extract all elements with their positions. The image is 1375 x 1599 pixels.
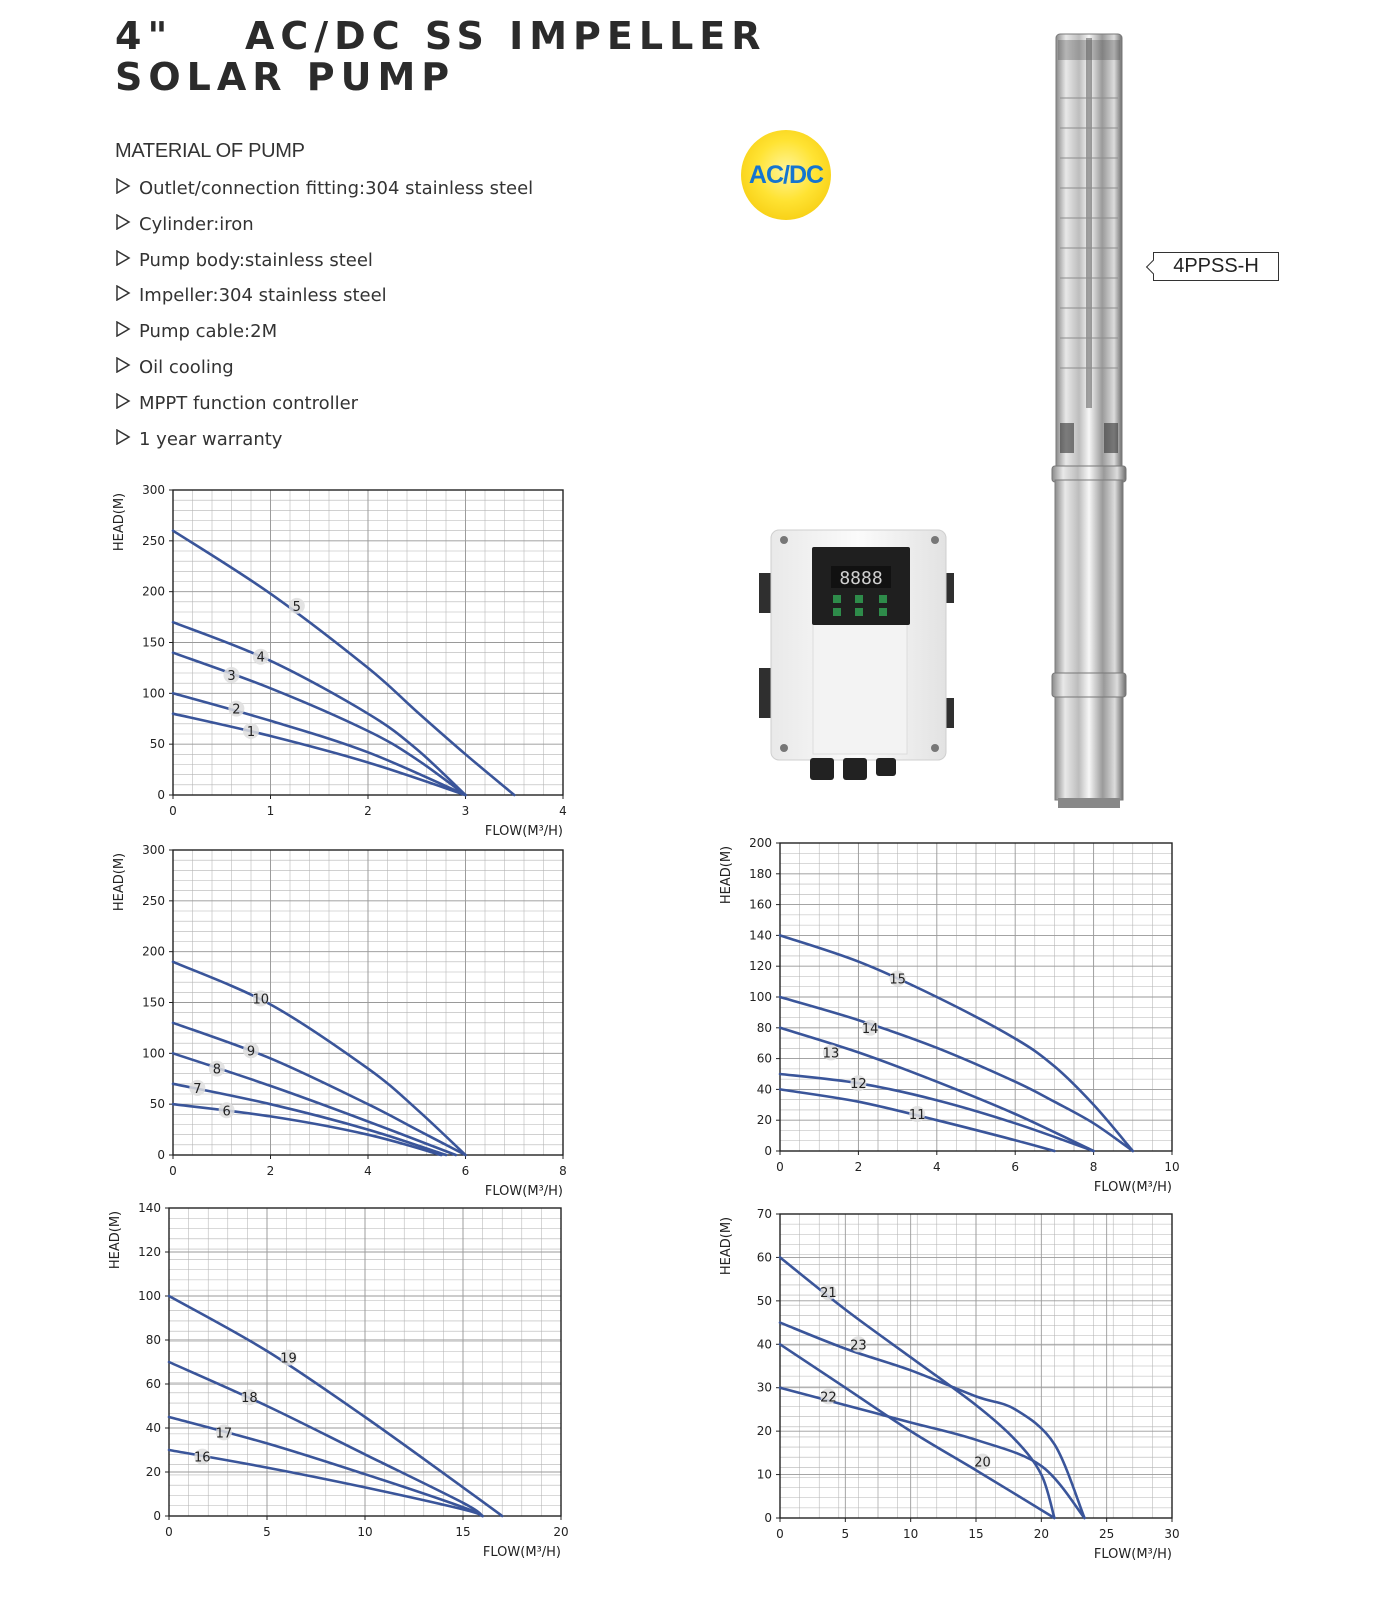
y-axis-label: HEAD(M) bbox=[108, 1210, 123, 1270]
y-tick-label: 120 bbox=[138, 1245, 161, 1259]
y-tick-label: 40 bbox=[756, 1082, 772, 1097]
material-heading: MATERIAL OF PUMP bbox=[115, 140, 305, 162]
curve-label: 11 bbox=[908, 1108, 926, 1124]
x-tick-label: 3 bbox=[461, 804, 470, 818]
x-tick-label: 10 bbox=[903, 1527, 919, 1541]
y-tick-label: 10 bbox=[756, 1467, 772, 1482]
y-tick-label: 0 bbox=[153, 1509, 161, 1523]
x-axis-label: FLOW(M³/H) bbox=[1093, 1547, 1172, 1562]
y-tick-label: 0 bbox=[764, 1511, 772, 1525]
curve-label: 20 bbox=[974, 1455, 991, 1471]
x-axis-label: FLOW(M³/H) bbox=[1093, 1180, 1172, 1195]
curve-label: 13 bbox=[822, 1046, 840, 1062]
y-tick-label: 80 bbox=[145, 1333, 161, 1347]
x-tick-label: 6 bbox=[1011, 1160, 1020, 1174]
curve-label: 15 bbox=[889, 972, 906, 988]
curve-label: 23 bbox=[850, 1338, 867, 1354]
curve-label: 7 bbox=[193, 1081, 202, 1097]
title-line-1: AC/DC SS IMPELLER bbox=[245, 14, 767, 58]
y-tick-label: 0 bbox=[764, 1144, 772, 1158]
y-tick-label: 20 bbox=[756, 1424, 772, 1439]
curve-label: 3 bbox=[227, 669, 236, 685]
list-item-label: 1 year warranty bbox=[139, 428, 283, 450]
list-item-label: Cylinder:iron bbox=[139, 213, 254, 235]
x-tick-label: 8 bbox=[559, 1164, 567, 1178]
x-axis-label: FLOW(M³/H) bbox=[484, 1184, 563, 1199]
model-label: 4PPSS-H bbox=[1153, 252, 1279, 281]
list-item-label: Pump body:stainless steel bbox=[139, 249, 373, 271]
y-tick-label: 80 bbox=[756, 1020, 772, 1035]
curve-label: 9 bbox=[246, 1044, 256, 1060]
y-tick-label: 100 bbox=[138, 1289, 161, 1303]
x-tick-label: 20 bbox=[553, 1525, 569, 1539]
x-tick-label: 4 bbox=[932, 1160, 941, 1174]
curve-label: 8 bbox=[212, 1062, 222, 1078]
y-tick-label: 70 bbox=[756, 1207, 772, 1221]
curve-label: 5 bbox=[292, 599, 301, 615]
y-tick-label: 50 bbox=[149, 737, 165, 752]
y-tick-label: 100 bbox=[142, 1046, 165, 1061]
x-tick-label: 0 bbox=[169, 1164, 177, 1178]
y-tick-label: 50 bbox=[756, 1293, 772, 1308]
curve-label: 12 bbox=[850, 1077, 867, 1093]
controller-display: 8888 bbox=[839, 568, 883, 589]
x-tick-label: 8 bbox=[1089, 1160, 1098, 1174]
x-tick-label: 4 bbox=[559, 804, 567, 818]
x-tick-label: 15 bbox=[455, 1525, 471, 1539]
list-item-label: Outlet/connection fitting:304 stainless steel bbox=[139, 178, 534, 199]
y-tick-label: 200 bbox=[142, 584, 165, 599]
x-tick-label: 2 bbox=[266, 1164, 275, 1178]
x-tick-label: 0 bbox=[776, 1527, 784, 1541]
y-axis-label: HEAD(M) bbox=[112, 852, 127, 912]
x-tick-label: 10 bbox=[357, 1525, 373, 1539]
list-item-label: Pump cable:2M bbox=[139, 321, 278, 343]
y-tick-label: 140 bbox=[749, 928, 772, 943]
x-tick-label: 0 bbox=[169, 804, 177, 818]
x-tick-label: 6 bbox=[461, 1164, 470, 1178]
y-tick-label: 40 bbox=[756, 1337, 772, 1352]
x-tick-label: 25 bbox=[1099, 1527, 1115, 1541]
y-axis-label: HEAD(M) bbox=[112, 492, 127, 552]
chart-grid bbox=[780, 1214, 1172, 1518]
list-item-label: Impeller:304 stainless steel bbox=[139, 285, 387, 307]
curve-label: 16 bbox=[194, 1450, 211, 1466]
curve-label: 14 bbox=[861, 1021, 879, 1037]
y-tick-label: 20 bbox=[756, 1113, 772, 1128]
y-tick-label: 120 bbox=[749, 959, 772, 974]
curve-label: 6 bbox=[222, 1104, 231, 1120]
x-tick-label: 15 bbox=[968, 1527, 984, 1541]
y-tick-label: 60 bbox=[756, 1250, 772, 1265]
y-tick-label: 150 bbox=[142, 635, 165, 650]
x-tick-label: 4 bbox=[364, 1164, 372, 1178]
curve-label: 17 bbox=[215, 1426, 233, 1442]
x-axis-label: FLOW(M³/H) bbox=[484, 824, 563, 839]
y-tick-label: 0 bbox=[157, 1148, 165, 1162]
y-tick-label: 0 bbox=[157, 788, 165, 802]
y-tick-label: 60 bbox=[145, 1377, 161, 1391]
curve-label: 4 bbox=[256, 650, 265, 666]
curve-label: 22 bbox=[820, 1390, 837, 1406]
y-tick-label: 250 bbox=[142, 533, 165, 548]
curve-label: 2 bbox=[232, 702, 241, 718]
y-tick-label: 30 bbox=[756, 1380, 772, 1395]
x-tick-label: 0 bbox=[165, 1525, 173, 1539]
y-axis-label: HEAD(M) bbox=[719, 845, 734, 905]
y-tick-label: 100 bbox=[749, 990, 772, 1004]
x-tick-label: 10 bbox=[1164, 1160, 1180, 1174]
y-tick-label: 100 bbox=[142, 686, 165, 701]
x-tick-label: 20 bbox=[1033, 1527, 1049, 1541]
curve-label: 1 bbox=[246, 724, 256, 740]
y-tick-label: 50 bbox=[149, 1097, 165, 1112]
y-tick-label: 250 bbox=[142, 893, 165, 908]
x-tick-label: 1 bbox=[266, 804, 275, 818]
curve-label: 19 bbox=[280, 1351, 297, 1367]
y-tick-label: 150 bbox=[142, 995, 165, 1010]
x-tick-label: 5 bbox=[263, 1525, 271, 1539]
y-tick-label: 160 bbox=[749, 897, 772, 912]
y-tick-label: 200 bbox=[142, 944, 165, 959]
list-item-label: Oil cooling bbox=[139, 356, 234, 378]
curve-label: 10 bbox=[252, 992, 270, 1008]
y-tick-label: 20 bbox=[145, 1465, 161, 1479]
y-tick-label: 300 bbox=[142, 483, 165, 497]
title-line-2: SOLAR PUMP bbox=[115, 55, 456, 99]
x-tick-label: 2 bbox=[854, 1160, 863, 1174]
x-tick-label: 2 bbox=[364, 804, 372, 818]
y-tick-label: 200 bbox=[749, 836, 772, 850]
x-tick-label: 0 bbox=[776, 1160, 784, 1174]
curve-label: 18 bbox=[241, 1391, 258, 1407]
title-size: 4" bbox=[115, 14, 174, 58]
x-axis-label: FLOW(M³/H) bbox=[482, 1545, 561, 1560]
x-tick-label: 5 bbox=[841, 1527, 850, 1541]
badge-text: AC/DC bbox=[748, 160, 824, 189]
curve-22 bbox=[780, 1388, 1085, 1518]
list-item-label: MPPT function controller bbox=[139, 392, 359, 414]
y-axis-label: HEAD(M) bbox=[719, 1216, 734, 1276]
y-tick-label: 300 bbox=[142, 843, 165, 857]
y-tick-label: 140 bbox=[138, 1201, 161, 1215]
y-tick-label: 180 bbox=[749, 866, 772, 881]
y-tick-label: 40 bbox=[145, 1421, 161, 1435]
curve-label: 21 bbox=[820, 1286, 837, 1302]
x-tick-label: 30 bbox=[1164, 1527, 1180, 1541]
curve-23 bbox=[780, 1323, 1085, 1518]
y-tick-label: 60 bbox=[756, 1051, 772, 1066]
